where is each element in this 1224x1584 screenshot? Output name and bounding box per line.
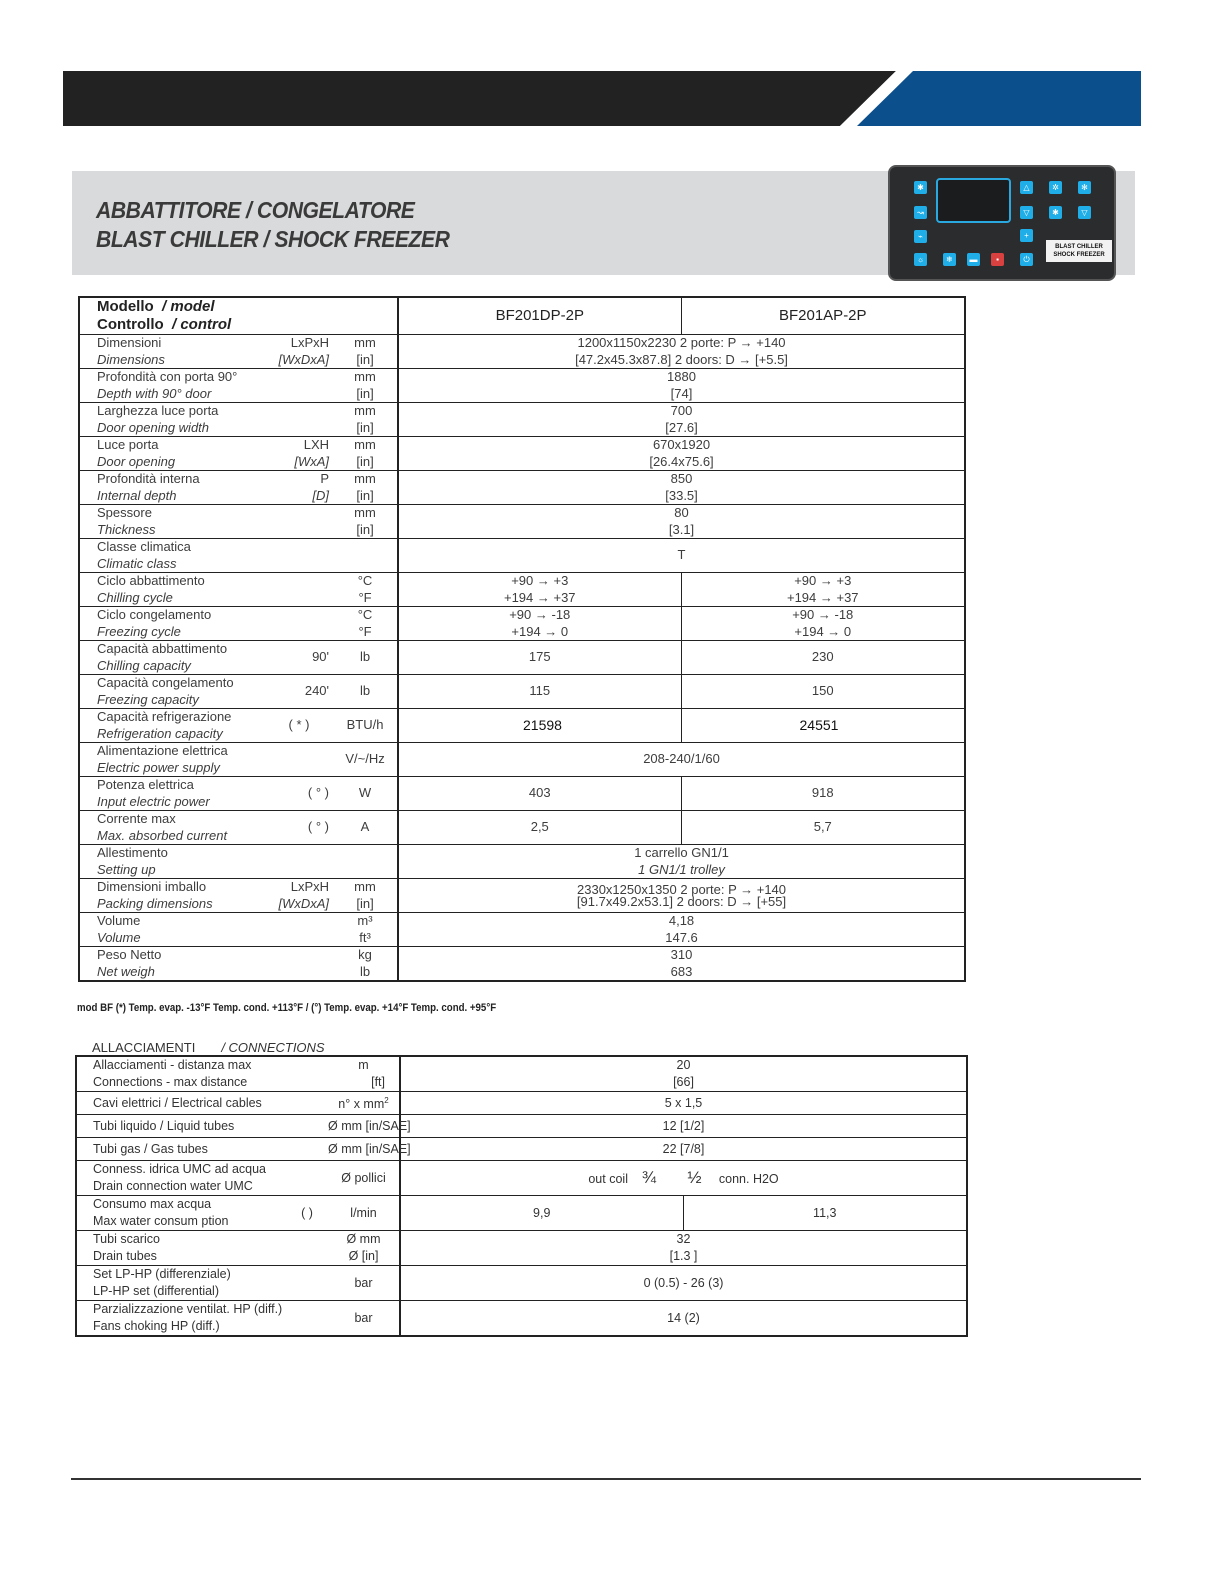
spec-row-max-current: Corrente max Max. absorbed current ( ° ) A 2,5 5,7 (79, 811, 965, 845)
spec-row-depth-door: Profondità con porta 90° Depth with 90° door mm [in] 1880 [74] (79, 369, 965, 403)
spec-row-chilling-capacity: Capacità abbattimento Chilling capacity 90' lb 175 230 (79, 641, 965, 675)
conn-row-liquid-tubes: Tubi liquido / Liquid tubes Ø mm [in/SAE] 12 [1/2] (76, 1115, 967, 1138)
spec-row-setup: Allestimento Setting up 1 carrello GN1/1 1 GN1/1 trolley (79, 845, 965, 879)
control-label: Controllo (97, 316, 164, 333)
display-screen (936, 178, 1011, 223)
title-line-2: BLAST CHILLER / SHOCK FREEZER (96, 226, 450, 252)
conn-row-drain-tubes: Tubi scarico Drain tubes Ø mm Ø [in] 32 [1.3 ] (76, 1231, 967, 1266)
sterilize-icon: ✻ (1078, 181, 1091, 194)
spec-row-climatic-class: Classe climatica Climatic class T (79, 539, 965, 573)
page-title (96, 196, 449, 254)
spec-row-packing: Dimensioni imballo Packing dimensions LxPxH [WxDxA] mm [in] 2330x1250x1350 2 porte: P → +140 [91.7x49.2x53.1] 2 doors: D → [+55] (79, 879, 965, 913)
defrost-icon: ❄ (943, 253, 956, 266)
control-panel-image (888, 165, 1116, 281)
connections-table (75, 1055, 968, 1337)
title-line-1: ABBATTITORE / CONGELATORE (96, 197, 415, 223)
arrow-down-icon: ▽ (1020, 206, 1033, 219)
conn-row-fans-choking: Parzializzazione ventilat. HP (diff.) Fans choking HP (diff.) bar 14 (2) (76, 1301, 967, 1337)
power-icon: ⏻ (1020, 253, 1033, 266)
spec-row-freezing-capacity: Capacità congelamento Freezing capacity 240' lb 115 150 (79, 675, 965, 709)
conn-row-gas-tubes: Tubi gas / Gas tubes Ø mm [in/SAE] 22 [7/8] (76, 1138, 967, 1161)
footnote: mod BF (*) Temp. evap. -13°F Temp. cond. +113°F / (°) Temp. evap. +14°F Temp. cond. +95°F (77, 1002, 497, 1014)
snowflake-icon: ✱ (914, 181, 927, 194)
spec-row-freezing-cycle: Ciclo congelamento Freezing cycle °C °F +90 → -18 +194 → 0 +90 → -18 +194 → 0 (79, 607, 965, 641)
top-banner (63, 71, 1141, 126)
model-1: BF201DP-2P (398, 297, 681, 335)
spec-row-dimensions: Dimensioni Dimensions LxPxH [WxDxA] mm [in] 1200x1150x2230 2 porte: P → +140 [47.2x45.3x87.8] 2 doors: D → [+5.5] (79, 335, 965, 369)
fan-icon: ✲ (1049, 181, 1062, 194)
alarm-icon: ▪ (991, 253, 1004, 266)
probe-icon: ⌁ (914, 230, 927, 243)
spec-row-volume: Volume Volume m³ ft³ 4,18 147.6 (79, 913, 965, 947)
model-2: BF201AP-2P (681, 297, 965, 335)
chevron-down-icon: ▽ (1078, 206, 1091, 219)
banner-dark-band (63, 71, 896, 126)
spec-row-net-weight: Peso Netto Net weigh kg lb 310 683 (79, 947, 965, 982)
settings-icon: ✱ (1049, 206, 1062, 219)
arrow-up-icon: △ (1020, 181, 1033, 194)
spec-row-thickness: Spessore Thickness mm [in] 80 [3.1] (79, 505, 965, 539)
conn-row-drain-umc: Conness. idrica UMC ad acqua Drain connection water UMC Ø pollici out coil ¾ ½ conn. H2O (76, 1161, 967, 1196)
bottom-rule (71, 1478, 1141, 1480)
spec-row-refrigeration-capacity: Capacità refrigerazione Refrigeration capacity ( * ) BTU/h 21598 24551 (79, 709, 965, 743)
spec-row-internal-depth: Profondità interna Internal depth P [D] mm [in] 850 [33.5] (79, 471, 965, 505)
menu-icon: ▬ (967, 253, 980, 266)
spec-header-row (79, 297, 965, 335)
spec-row-door-opening: Luce porta Door opening LXH [WxA] mm [in] 670x1920 [26.4x75.6] (79, 437, 965, 471)
conn-row-water-consumption: Consumo max acqua Max water consum ption ( ) l/min 9,9 11,3 (76, 1196, 967, 1231)
panel-label: BLAST CHILLER SHOCK FREEZER (1046, 240, 1112, 262)
light-icon: ☼ (914, 253, 927, 266)
conn-row-distance: Allacciamenti - distanza max Connections - max distance m [ft] 20 [66] (76, 1056, 967, 1092)
conn-row-electrical-cables: Cavi elettrici / Electrical cables n° x $mm^2$ 5 x 1,5 (76, 1092, 967, 1115)
connections-title: ALLACCIAMENTI / CONNECTIONS (92, 1040, 325, 1055)
spec-row-electric-power: Potenza elettrica Input electric power ( ° ) W 403 918 (79, 777, 965, 811)
spec-row-door-width: Larghezza luce porta Door opening width mm [in] 700 [27.6] (79, 403, 965, 437)
model-label: Modello (97, 298, 154, 315)
cycle-icon: ↝ (914, 206, 927, 219)
spec-row-power-supply: Alimentazione elettrica Electric power supply V/~/Hz 208-240/1/60 (79, 743, 965, 777)
hard-mode-icon: + (1020, 229, 1033, 242)
conn-row-lp-hp: Set LP-HP (differenziale) LP-HP set (differential) bar 0 (0.5) - 26 (3) (76, 1266, 967, 1301)
spec-row-chilling-cycle: Ciclo abbattimento Chilling cycle °C °F +90 → +3 +194 → +37 +90 → +3 +194 → +37 (79, 573, 965, 607)
model-label-en: / model (162, 298, 215, 315)
spec-table (78, 296, 966, 982)
control-label-en: / control (172, 316, 232, 333)
